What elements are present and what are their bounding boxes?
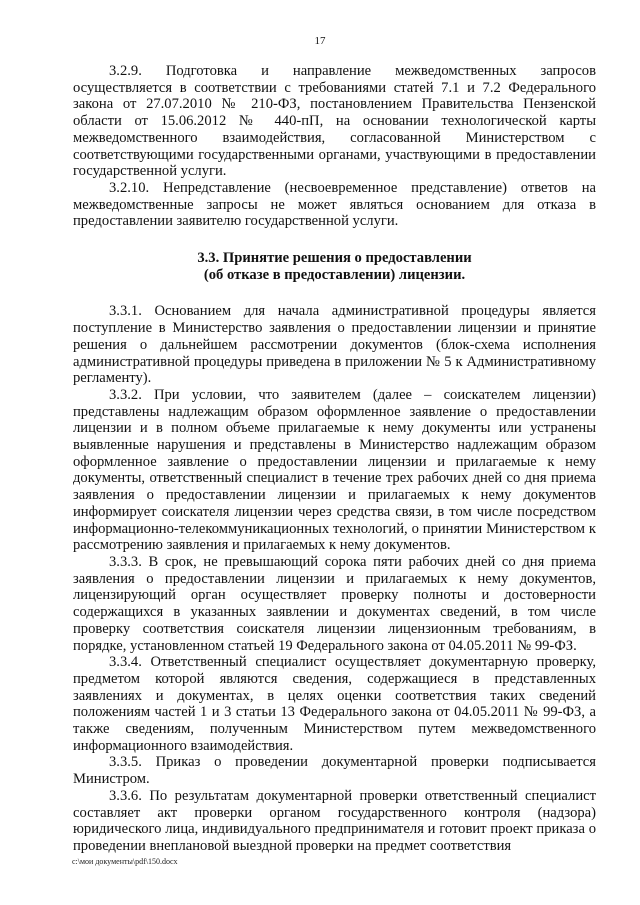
paragraph-3-3-3: 3.3.3. В срок, не превышающий сорока пяти рабочих дней со дня приема заявления о предоставлении лицензии и прилагаемых к нему документов, лицензирующий орган осуществляет проверку полноты и достоверности содержащихся в указанных заявлении и документах сведений, в том числе проверку соответствия соискателя лицензии лицензионным требованиям, в порядке, установленном статьей 19 Федерального закона от 04.05.2011 № 99-ФЗ. bbox=[73, 553, 596, 654]
paragraph-3-2-10: 3.2.10. Непредставление (несвоевременное представление) ответов на межведомственные запросы не может являться основанием для отказа в предоставлении заявителю государственной услуги. bbox=[73, 179, 596, 230]
document-body bbox=[73, 63, 596, 855]
paragraph-3-3-5: 3.3.5. Приказ о проведении документарной проверки подписывается Министром. bbox=[73, 754, 596, 788]
section-heading-3-3 bbox=[73, 250, 596, 283]
paragraph-3-2-9: 3.2.9. Подготовка и направление межведомственных запросов осуществляется в соответствии с требованиями статей 7.1 и 7.2 Федерального закона от 27.07.2010 № 210-ФЗ, постановлением Правительства Пензенской области от 15.06.2012 № 440-пП, на основании технологической карты межведомственного взаимодействия, согласованной Министерством с соответствующими государственными органами, участвующими в предоставлении государственной услуги. bbox=[73, 63, 596, 180]
page-number: 17 bbox=[314, 35, 326, 47]
footer-file-path: c:\мои документы\pdf\150.docx bbox=[72, 857, 178, 866]
paragraph-3-3-4: 3.3.4. Ответственный специалист осуществляет документарную проверку, предметом которой являются сведения, содержащиеся в представленных заявлениях и документах, в целях оценки соответствия таких сведений положениям частей 1 и 3 статьи 13 Федерального закона от 04.05.2011 № 99-ФЗ, а также сведениям, полученным Министерством путем межведомственного информационного взаимодействия. bbox=[73, 654, 596, 754]
paragraph-3-3-6: 3.3.6. По результатам документарной проверки ответственный специалист составляет акт проверки органом государственного контроля (надзора) юридического лица, индивидуального предпринимателя и готовит проект приказа о проведении внеплановой выездной проверки на предмет соответствия bbox=[73, 787, 596, 854]
section-heading-line-2: (об отказе в предоставлении) лицензии. bbox=[203, 266, 466, 283]
section-heading-line-1: 3.3. Принятие решения о предоставлении bbox=[197, 250, 472, 267]
paragraph-3-3-2: 3.3.2. При условии, что заявителем (далее – соискателем лицензии) представлены надлежащим образом оформленное заявление о предоставлении лицензии и в полном объеме прилагаемые к нему документы или устранены выявленные нарушения и представлены в Министерство надлежащим образом оформленное заявление о предоставлении лицензии и прилагаемые к нему документы, ответственный специалист в течение трех рабочих дней со дня приема заявления о предоставлении лицензии и прилагаемых к нему документов информирует соискателя лицензии через средства связи, в том числе посредством информационно-телекоммуникационных технологий, о принятии Министерством к рассмотрению заявления и прилагаемых к нему документов. bbox=[73, 386, 596, 554]
paragraph-3-3-1: 3.3.1. Основанием для начала административной процедуры является поступление в Министерство заявления о предоставлении лицензии и принятие решения о дальнейшем рассмотрении документов (блок-схема исполнения административной процедуры приведена в приложении № 5 к Административному регламенту). bbox=[73, 303, 596, 387]
